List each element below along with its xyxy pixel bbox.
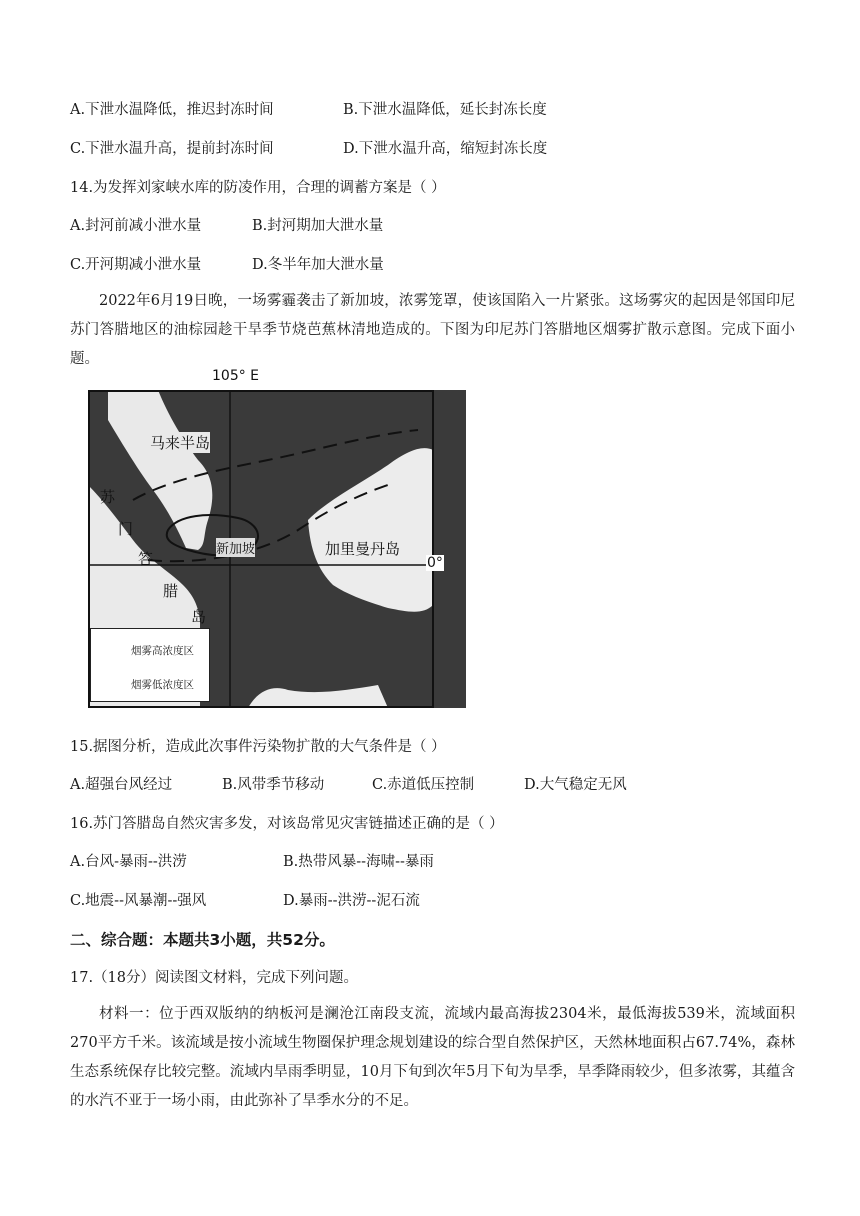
q13-option-a: A.下泄水温降低，推迟封冻时间 [70,102,274,118]
q16-option-b: B.热带风暴--海啸--暴雨 [283,854,434,870]
q13-option-b: B.下泄水温降低，延长封冻长度 [343,102,547,118]
label-malay-peninsula: 马来半岛 [150,434,211,452]
q17-stem: 17.（18分）阅读图文材料，完成下列问题。 [70,970,359,986]
section-2-title: 二、综合题：本题共3小题，共52分。 [70,931,335,949]
q15-option-a: A.超强台风经过 [70,777,173,793]
label-sumatra-4: 腊 [163,582,179,600]
q14-option-a: A.封河前减小泄水量 [70,218,202,234]
q14-option-b: B.封河期加大泄水量 [252,218,384,234]
haze-passage: 2022年6月19日晚，一场雾霾袭击了新加坡，浓雾笼罩，使该国陷入一片紧张。这场雾灾的起因是邻国印尼苏门答腊地区的油棕园趁干旱季节烧芭蕉林清地造成的。下图为印尼苏门答腊地区烟雾扩散示意图。完成下面小题。 [70,293,795,367]
map-legend [90,628,210,702]
q14-stem: 14.为发挥刘家峡水库的防凌作用，合理的调蓄方案是（ ） [70,180,446,196]
q14-option-c: C.开河期减小泄水量 [70,257,202,273]
label-singapore: 新加坡 [216,538,255,557]
label-sumatra-3: 答 [138,550,154,568]
q15-stem: 15.据图分析，造成此次事件污染物扩散的大气条件是（ ） [70,739,446,755]
label-sumatra-2: 门 [118,520,134,538]
q16-option-a: A.台风-暴雨--洪涝 [70,854,187,870]
q16-option-c: C.地震--风暴潮--强风 [70,893,207,909]
q16-option-d: D.暴雨--洪涝--泥石流 [283,893,420,909]
q16-stem: 16.苏门答腊岛自然灾害多发，对该岛常见灾害链描述正确的是（ ） [70,816,504,832]
legend-low-concentration: 烟雾低浓度区 [131,679,194,691]
q15-option-b: B.风带季节移动 [222,777,325,793]
q13-option-d: D.下泄水温升高，缩短封冻长度 [343,141,548,157]
sumatra-haze-map [88,368,466,708]
longitude-label: 105° E [212,368,260,384]
q13-option-c: C.下泄水温升高，提前封冻时间 [70,141,274,157]
q14-option-d: D.冬半年加大泄水量 [252,257,384,273]
equator-label: 0° [427,555,443,571]
label-sumatra-5: 岛 [191,608,207,626]
label-kalimantan: 加里曼丹岛 [325,540,401,558]
q15-option-d: D.大气稳定无风 [524,777,627,793]
label-sumatra-1: 苏 [100,488,116,506]
legend-high-concentration: 烟雾高浓度区 [131,645,194,657]
q17-material-1: 材料一：位于西双版纳的纳板河是澜沧江南段支流，流域内最高海拔2304米，最低海拔539米，流域面积270平方千米。该流域是按小流域生物圈保护理念规划建设的综合型自然保护区，天然林地面积占67.74%，森林生态系统保存比较完整。流域内旱雨季明显，10月下旬到次年5月下旬为旱季，旱季降雨较少，但多浓雾，其蕴含的水汽不亚于一场小雨，由此弥补了旱季水分的不足。 [70,1006,795,1109]
q15-option-c: C.赤道低压控制 [372,777,475,793]
